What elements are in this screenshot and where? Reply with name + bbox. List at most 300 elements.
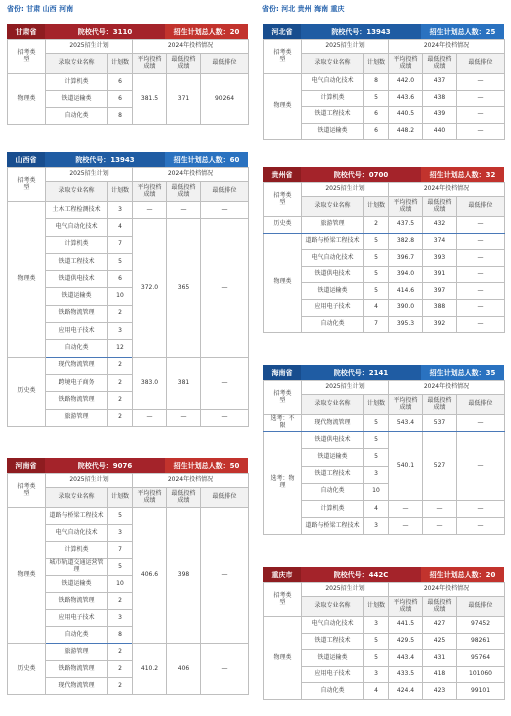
table-row	[8, 644, 249, 661]
count-cell: 2	[108, 305, 133, 322]
card-title-bar	[7, 458, 248, 473]
major-cell: 计算机类	[46, 74, 108, 91]
avg-score-cell: 437.5	[389, 217, 423, 234]
count-cell: 8	[364, 74, 389, 91]
major-cell: 铁道运输类	[302, 449, 364, 466]
school-code: 院校代号：2141	[301, 365, 421, 380]
min-score-cell: —	[167, 409, 201, 426]
major-cell: 自动化类	[46, 340, 108, 357]
province-name: 河南省	[7, 458, 45, 473]
right-header-prefix: 省份:	[262, 5, 279, 13]
col-header-count: 计划数	[108, 54, 133, 74]
table-row	[264, 217, 505, 234]
province-name: 重庆市	[263, 567, 301, 582]
header-row-1	[264, 583, 505, 597]
min-rank-cell: —	[457, 432, 505, 501]
min-rank-cell: 90264	[201, 74, 249, 125]
min-score-cell: 374	[423, 233, 457, 250]
header-row-1	[8, 474, 249, 488]
count-cell: 2	[108, 409, 133, 426]
plan-table	[7, 473, 249, 695]
total-enrollment: 招生计划总人数：35	[421, 365, 504, 380]
card-hainan	[263, 365, 504, 535]
col-header-avg: 平均投档成绩	[389, 54, 423, 74]
card-henan	[7, 458, 248, 695]
major-cell: 道路与桥梁工程技术	[302, 518, 364, 535]
avg-score-cell: 540.1	[389, 432, 423, 501]
major-cell: 应用电子技术	[302, 299, 364, 316]
count-cell: 7	[108, 236, 133, 253]
exam-type-cell: 历史类	[8, 644, 46, 695]
major-cell: 城市轨道交通运营管理	[46, 559, 108, 576]
total-enrollment: 招生计划总人数：60	[165, 152, 248, 167]
col-header-avg: 平均投档成绩	[389, 597, 423, 617]
min-rank-cell: —	[457, 217, 505, 234]
count-cell: 6	[364, 107, 389, 124]
count-cell: 4	[364, 500, 389, 517]
table-row	[264, 233, 505, 250]
count-cell: 5	[364, 449, 389, 466]
table-row	[8, 202, 249, 219]
count-cell: 7	[364, 316, 389, 333]
major-cell: 铁道工程技术	[302, 466, 364, 483]
hist-2024-header: 2024年投档情况	[133, 168, 249, 182]
avg-score-cell: 433.5	[389, 666, 423, 683]
count-cell: 4	[108, 219, 133, 236]
count-cell: 12	[108, 340, 133, 357]
hist-2024-header: 2024年投档情况	[133, 40, 249, 54]
min-score-cell: 381	[167, 357, 201, 409]
min-rank-cell: —	[457, 299, 505, 316]
col-header-major: 录取专业名称	[302, 54, 364, 74]
exam-type-cell: 历史类	[264, 217, 302, 234]
min-rank-cell: —	[457, 415, 505, 432]
hist-2024-header: 2024年投档情况	[389, 40, 505, 54]
min-rank-cell: —	[457, 316, 505, 333]
card-guizhou	[263, 167, 504, 333]
min-score-cell: 371	[167, 74, 201, 125]
count-cell: 3	[108, 610, 133, 627]
exam-type-cell: 物理类	[264, 233, 302, 333]
avg-score-cell: 381.5	[133, 74, 167, 125]
exam-type-header: 招考类型	[8, 168, 46, 202]
avg-score-cell: 395.3	[389, 316, 423, 333]
table-row	[8, 508, 249, 525]
header-row-1	[264, 40, 505, 54]
min-rank-cell: —	[201, 644, 249, 695]
major-cell: 计算机类	[302, 500, 364, 517]
plan-table	[7, 39, 249, 125]
major-cell: 跨境电子商务	[46, 374, 108, 391]
avg-score-cell: 440.5	[389, 107, 423, 124]
exam-type-header: 招考类型	[8, 474, 46, 508]
plan-table	[263, 182, 505, 333]
avg-score-cell: —	[133, 202, 167, 219]
major-cell: 铁道工程技术	[302, 107, 364, 124]
min-rank-cell: 97452	[457, 617, 505, 634]
major-cell: 现代物流管理	[46, 357, 108, 374]
col-header-count: 计划数	[364, 395, 389, 415]
col-header-min: 最低投档成绩	[167, 54, 201, 74]
min-score-cell: 397	[423, 283, 457, 300]
count-cell: 6	[108, 91, 133, 108]
avg-score-cell: 382.8	[389, 233, 423, 250]
min-rank-cell: —	[457, 90, 505, 107]
col-header-count: 计划数	[364, 597, 389, 617]
avg-score-cell: 390.0	[389, 299, 423, 316]
count-cell: 3	[364, 518, 389, 535]
min-score-cell: 392	[423, 316, 457, 333]
major-cell: 铁路物流管理	[46, 392, 108, 409]
avg-score-cell: 429.5	[389, 633, 423, 650]
card-shanxi	[7, 152, 248, 427]
avg-score-cell: 441.5	[389, 617, 423, 634]
min-rank-cell: 98261	[457, 633, 505, 650]
left-province-header	[7, 4, 73, 14]
min-score-cell: 423	[423, 683, 457, 700]
exam-type-cell: 物理类	[8, 202, 46, 358]
min-score-cell: 365	[167, 219, 201, 357]
count-cell: 3	[108, 525, 133, 542]
major-cell: 电气自动化技术	[302, 617, 364, 634]
header-row-1	[8, 40, 249, 54]
col-header-rank: 最低排位	[201, 488, 249, 508]
major-cell: 应用电子技术	[302, 666, 364, 683]
table-row	[264, 617, 505, 634]
count-cell: 10	[364, 483, 389, 500]
major-cell: 铁路物流管理	[46, 305, 108, 322]
min-score-cell: 440	[423, 123, 457, 140]
min-rank-cell: —	[201, 202, 249, 219]
card-title-bar	[263, 365, 504, 380]
count-cell: 2	[108, 678, 133, 695]
count-cell: 4	[364, 683, 389, 700]
min-score-cell: 391	[423, 266, 457, 283]
col-header-rank: 最低排位	[457, 54, 505, 74]
min-score-cell: 418	[423, 666, 457, 683]
count-cell: 3	[364, 617, 389, 634]
min-rank-cell: —	[201, 409, 249, 426]
plan-2025-header: 2025招生计划	[302, 381, 389, 395]
major-cell: 计算机类	[46, 542, 108, 559]
province-name: 贵州省	[263, 167, 301, 182]
plan-2025-header: 2025招生计划	[302, 583, 389, 597]
exam-type-header: 招考类型	[264, 183, 302, 217]
plan-2025-header: 2025招生计划	[46, 40, 133, 54]
major-cell: 土木工程检测技术	[46, 202, 108, 219]
count-cell: 5	[364, 415, 389, 432]
min-score-cell: —	[423, 500, 457, 517]
min-rank-cell: —	[201, 219, 249, 357]
province-name: 山西省	[7, 152, 45, 167]
avg-score-cell: 396.7	[389, 250, 423, 267]
avg-score-cell: 414.6	[389, 283, 423, 300]
card-hebei	[263, 24, 504, 140]
avg-score-cell: —	[389, 518, 423, 535]
plan-table	[263, 380, 505, 535]
province-name: 海南省	[263, 365, 301, 380]
min-score-cell: 527	[423, 432, 457, 501]
plan-2025-header: 2025招生计划	[302, 40, 389, 54]
count-cell: 8	[108, 108, 133, 125]
total-enrollment: 招生计划总人数：32	[421, 167, 504, 182]
col-header-min: 最低投档成绩	[423, 597, 457, 617]
table-row	[264, 415, 505, 432]
col-header-rank: 最低排位	[457, 395, 505, 415]
plan-table	[7, 167, 249, 427]
exam-type-cell: 物理类	[8, 508, 46, 644]
major-cell: 铁道运输类	[302, 283, 364, 300]
min-score-cell: 393	[423, 250, 457, 267]
min-score-cell: 439	[423, 107, 457, 124]
count-cell: 6	[108, 271, 133, 288]
count-cell: 2	[108, 357, 133, 374]
plan-table	[263, 39, 505, 140]
min-rank-cell: —	[201, 508, 249, 644]
major-cell: 铁道运输类	[302, 650, 364, 667]
count-cell: 5	[364, 266, 389, 283]
avg-score-cell: —	[133, 409, 167, 426]
min-rank-cell: 95764	[457, 650, 505, 667]
plan-2025-header: 2025招生计划	[46, 474, 133, 488]
avg-score-cell: 424.4	[389, 683, 423, 700]
right-header-list: 河北 贵州 海南 重庆	[281, 5, 345, 13]
count-cell: 3	[364, 466, 389, 483]
avg-score-cell: 383.0	[133, 357, 167, 409]
card-chongqing	[263, 567, 504, 700]
col-header-avg: 平均投档成绩	[389, 197, 423, 217]
major-cell: 道路与桥梁工程技术	[302, 233, 364, 250]
min-rank-cell: —	[457, 107, 505, 124]
avg-score-cell: —	[389, 500, 423, 517]
count-cell: 5	[108, 253, 133, 270]
exam-type-header: 招考类型	[8, 40, 46, 74]
col-header-min: 最低投档成绩	[167, 182, 201, 202]
major-cell: 旅游管理	[46, 644, 108, 661]
header-row-1	[264, 381, 505, 395]
avg-score-cell: 543.4	[389, 415, 423, 432]
count-cell: 2	[108, 593, 133, 610]
card-title-bar	[7, 24, 248, 39]
min-score-cell: 427	[423, 617, 457, 634]
min-score-cell: 406	[167, 644, 201, 695]
table-row	[8, 357, 249, 374]
exam-type-cell: 选考：不限	[264, 415, 302, 432]
col-header-avg: 平均投档成绩	[133, 54, 167, 74]
count-cell: 5	[364, 90, 389, 107]
count-cell: 6	[108, 74, 133, 91]
min-score-cell: 437	[423, 74, 457, 91]
card-gansu	[7, 24, 248, 125]
min-rank-cell: 99101	[457, 683, 505, 700]
hist-2024-header: 2024年投档情况	[389, 381, 505, 395]
total-enrollment: 招生计划总人数：50	[165, 458, 248, 473]
count-cell: 4	[364, 299, 389, 316]
count-cell: 3	[364, 666, 389, 683]
major-cell: 自动化类	[302, 316, 364, 333]
header-row-1	[264, 183, 505, 197]
col-header-avg: 平均投档成绩	[389, 395, 423, 415]
col-header-major: 录取专业名称	[302, 395, 364, 415]
hist-2024-header: 2024年投档情况	[389, 583, 505, 597]
major-cell: 电气自动化技术	[46, 219, 108, 236]
min-rank-cell: —	[457, 123, 505, 140]
min-rank-cell: —	[457, 266, 505, 283]
count-cell: 5	[364, 250, 389, 267]
major-cell: 计算机类	[302, 90, 364, 107]
col-header-min: 最低投档成绩	[423, 197, 457, 217]
major-cell: 电气自动化技术	[302, 74, 364, 91]
col-header-major: 录取专业名称	[302, 197, 364, 217]
card-title-bar	[263, 167, 504, 182]
min-rank-cell: 101060	[457, 666, 505, 683]
major-cell: 现代物流管理	[302, 415, 364, 432]
col-header-count: 计划数	[364, 54, 389, 74]
plan-2025-header: 2025招生计划	[302, 183, 389, 197]
exam-type-header: 招考类型	[264, 583, 302, 617]
avg-score-cell: 410.2	[133, 644, 167, 695]
col-header-rank: 最低排位	[201, 182, 249, 202]
count-cell: 5	[108, 508, 133, 525]
col-header-rank: 最低排位	[457, 197, 505, 217]
plan-2025-header: 2025招生计划	[46, 168, 133, 182]
major-cell: 铁道运输类	[46, 288, 108, 305]
exam-type-cell: 历史类	[8, 357, 46, 426]
school-code: 院校代号：3110	[45, 24, 165, 39]
count-cell: 5	[364, 283, 389, 300]
total-enrollment: 招生计划总人数：25	[421, 24, 504, 39]
avg-score-cell: 442.0	[389, 74, 423, 91]
major-cell: 道路与桥梁工程技术	[46, 508, 108, 525]
avg-score-cell: 394.0	[389, 266, 423, 283]
major-cell: 铁道供电技术	[302, 432, 364, 449]
card-title-bar	[7, 152, 248, 167]
min-rank-cell: —	[457, 500, 505, 517]
province-name: 河北省	[263, 24, 301, 39]
col-header-major: 录取专业名称	[46, 54, 108, 74]
card-title-bar	[263, 24, 504, 39]
major-cell: 铁道运输类	[302, 123, 364, 140]
hist-2024-header: 2024年投档情况	[133, 474, 249, 488]
school-code: 院校代号：0700	[301, 167, 421, 182]
min-score-cell: 537	[423, 415, 457, 432]
total-enrollment: 招生计划总人数：20	[165, 24, 248, 39]
min-score-cell: 425	[423, 633, 457, 650]
count-cell: 3	[108, 202, 133, 219]
count-cell: 5	[364, 233, 389, 250]
count-cell: 6	[364, 123, 389, 140]
min-score-cell: 398	[167, 508, 201, 644]
exam-type-header: 招考类型	[264, 381, 302, 415]
min-score-cell: 431	[423, 650, 457, 667]
major-cell: 铁道工程技术	[302, 633, 364, 650]
col-header-count: 计划数	[364, 197, 389, 217]
total-enrollment: 招生计划总人数：20	[421, 567, 504, 582]
exam-type-cell: 物理类	[264, 74, 302, 140]
col-header-count: 计划数	[108, 182, 133, 202]
major-cell: 铁道运输类	[46, 576, 108, 593]
major-cell: 自动化类	[46, 627, 108, 644]
col-header-avg: 平均投档成绩	[133, 488, 167, 508]
count-cell: 10	[108, 576, 133, 593]
avg-score-cell: 372.0	[133, 219, 167, 357]
school-code: 院校代号：9076	[45, 458, 165, 473]
count-cell: 5	[364, 650, 389, 667]
major-cell: 铁路物流管理	[46, 661, 108, 678]
major-cell: 计算机类	[46, 236, 108, 253]
col-header-rank: 最低排位	[201, 54, 249, 74]
min-rank-cell: —	[457, 250, 505, 267]
major-cell: 铁路物流管理	[46, 593, 108, 610]
count-cell: 10	[108, 288, 133, 305]
col-header-avg: 平均投档成绩	[133, 182, 167, 202]
count-cell: 2	[108, 661, 133, 678]
exam-type-header: 招考类型	[264, 40, 302, 74]
major-cell: 铁道运输类	[46, 91, 108, 108]
header-row-1	[8, 168, 249, 182]
avg-score-cell: 406.6	[133, 508, 167, 644]
table-row	[264, 74, 505, 91]
min-rank-cell: —	[457, 233, 505, 250]
major-cell: 现代物流管理	[46, 678, 108, 695]
card-title-bar	[263, 567, 504, 582]
col-header-major: 录取专业名称	[46, 182, 108, 202]
min-rank-cell: —	[457, 283, 505, 300]
plan-table	[263, 582, 505, 700]
min-score-cell: 388	[423, 299, 457, 316]
major-cell: 电气自动化技术	[302, 250, 364, 267]
count-cell: 7	[108, 542, 133, 559]
major-cell: 自动化类	[302, 483, 364, 500]
col-header-major: 录取专业名称	[46, 488, 108, 508]
school-code: 院校代号：13943	[301, 24, 421, 39]
province-name: 甘肃省	[7, 24, 45, 39]
table-row	[8, 74, 249, 91]
min-score-cell: 432	[423, 217, 457, 234]
count-cell: 8	[108, 627, 133, 644]
col-header-min: 最低投档成绩	[423, 395, 457, 415]
school-code: 院校代号：442C	[301, 567, 421, 582]
min-rank-cell: —	[457, 74, 505, 91]
min-rank-cell: —	[201, 357, 249, 409]
count-cell: 3	[108, 323, 133, 340]
count-cell: 2	[108, 644, 133, 661]
exam-type-cell: 物理类	[264, 617, 302, 700]
avg-score-cell: 448.2	[389, 123, 423, 140]
major-cell: 铁道工程技术	[46, 253, 108, 270]
avg-score-cell: 443.6	[389, 90, 423, 107]
major-cell: 电气自动化技术	[46, 525, 108, 542]
col-header-major: 录取专业名称	[302, 597, 364, 617]
major-cell: 铁道供电技术	[302, 266, 364, 283]
col-header-rank: 最低排位	[457, 597, 505, 617]
count-cell: 2	[108, 392, 133, 409]
col-header-min: 最低投档成绩	[167, 488, 201, 508]
right-province-header	[262, 4, 345, 14]
major-cell: 应用电子技术	[46, 610, 108, 627]
min-score-cell: —	[423, 518, 457, 535]
min-score-cell: —	[167, 202, 201, 219]
major-cell: 自动化类	[46, 108, 108, 125]
col-header-min: 最低投档成绩	[423, 54, 457, 74]
major-cell: 旅游管理	[302, 217, 364, 234]
school-code: 院校代号：13943	[45, 152, 165, 167]
count-cell: 5	[364, 432, 389, 449]
major-cell: 应用电子技术	[46, 323, 108, 340]
hist-2024-header: 2024年投档情况	[389, 183, 505, 197]
min-score-cell: 438	[423, 90, 457, 107]
count-cell: 5	[364, 633, 389, 650]
